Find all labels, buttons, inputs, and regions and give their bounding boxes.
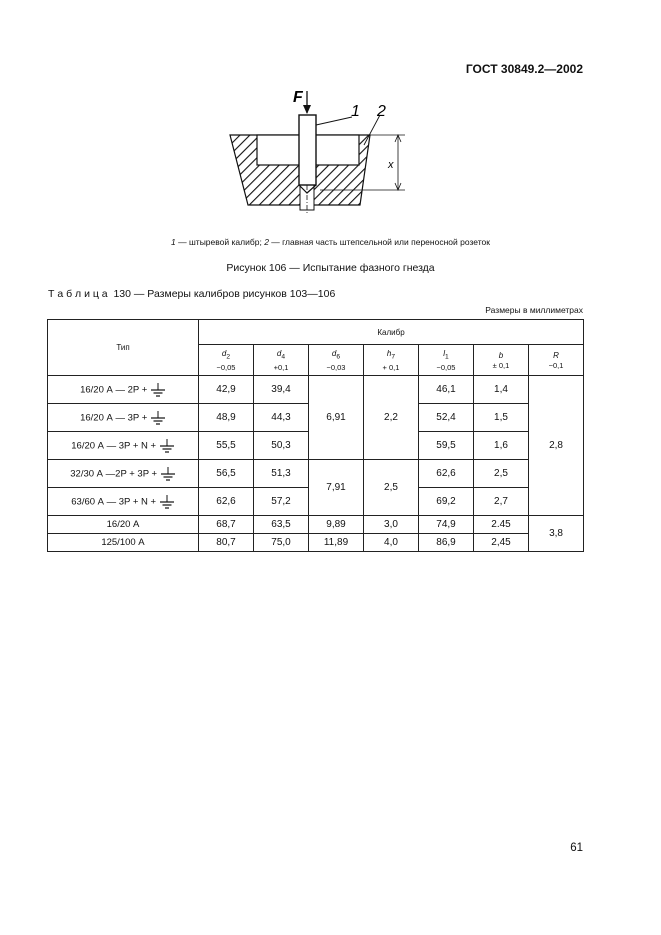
- cell-r-merged: 3,8: [529, 516, 584, 552]
- cell-d4: 50,3: [254, 432, 309, 460]
- cell-d6: 9,89: [309, 516, 364, 534]
- units-note: Размеры в миллиметрах: [485, 305, 583, 315]
- type-cell: 16/20 А — 2P +: [48, 376, 199, 404]
- cell-l1: 62,6: [419, 460, 474, 488]
- cell-b: 1,5: [474, 404, 529, 432]
- ground-icon: [150, 383, 166, 397]
- cell-d2: 62,6: [199, 488, 254, 516]
- cell-l1: 46,1: [419, 376, 474, 404]
- page-number: 61: [570, 842, 583, 854]
- force-label: F: [293, 89, 303, 106]
- cell-d4: 51,3: [254, 460, 309, 488]
- type-cell: 63/60 А — 3P + N +: [48, 488, 199, 516]
- cell-d4: 39,4: [254, 376, 309, 404]
- figure-caption: Рисунок 106 — Испытание фазного гнезда: [226, 262, 435, 274]
- table-row: [48, 534, 584, 552]
- col-header-d4: $d_4$ +0,1: [254, 345, 309, 376]
- table-row: [48, 460, 584, 488]
- cell-d4: 57,2: [254, 488, 309, 516]
- pin-gauge: [299, 115, 316, 185]
- callout-1: 1: [351, 103, 360, 120]
- cell-d6-merged: 7,91: [309, 460, 364, 516]
- table-row: [48, 516, 584, 534]
- col-header-d2: $d_2$ −0,05: [199, 345, 254, 376]
- type-cell: 16/20 А: [48, 516, 199, 534]
- figure-106: [220, 85, 420, 225]
- cell-b: 2,5: [474, 460, 529, 488]
- standard-number: ГОСТ 30849.2—2002: [465, 62, 583, 76]
- cell-d6: 11,89: [309, 534, 364, 552]
- cell-d4: 44,3: [254, 404, 309, 432]
- cell-h7: 3,0: [364, 516, 419, 534]
- ground-icon: [159, 439, 175, 453]
- type-cell: 16/20 А — 3P +: [48, 404, 199, 432]
- cell-l1: 74,9: [419, 516, 474, 534]
- cell-b: 2,7: [474, 488, 529, 516]
- cell-r-merged: 2,8: [529, 376, 584, 516]
- cell-l1: 52,4: [419, 404, 474, 432]
- ground-icon: [150, 411, 166, 425]
- calibre-dimensions-table: [47, 319, 584, 552]
- col-header-l1: $l_1$ −0,05: [419, 345, 474, 376]
- cell-l1: 69,2: [419, 488, 474, 516]
- col-header-h7: $h_7$ + 0,1: [364, 345, 419, 376]
- table-row: [48, 376, 584, 404]
- cell-h7-merged: 2,5: [364, 460, 419, 516]
- cell-d2: 80,7: [199, 534, 254, 552]
- cell-b: 1,4: [474, 376, 529, 404]
- cell-d2: 68,7: [199, 516, 254, 534]
- cell-b: 2.45: [474, 516, 529, 534]
- type-cell: 125/100 А: [48, 534, 199, 552]
- cell-d2: 48,9: [199, 404, 254, 432]
- cell-d4: 63,5: [254, 516, 309, 534]
- col-header-d6: $d_6$ −0,03: [309, 345, 364, 376]
- col-header-b: b ± 0,1: [474, 345, 529, 376]
- cell-b: 2,45: [474, 534, 529, 552]
- cell-l1: 86,9: [419, 534, 474, 552]
- cell-d2: 55,5: [199, 432, 254, 460]
- cell-d4: 75,0: [254, 534, 309, 552]
- col-header-calibre: Калибр: [199, 320, 584, 345]
- col-header-r: R −0,1: [529, 345, 584, 376]
- table-title: Т а б л и ц а 130 — Размеры калибров рисунков 103—106: [48, 288, 336, 300]
- figure-legend: 1 — штыревой калибр; 2 — главная часть штепсельной или переносной розеток: [171, 237, 490, 247]
- type-cell: 16/20 А — 3P + N +: [48, 432, 199, 460]
- col-header-type: Тип: [48, 320, 199, 376]
- type-cell: 32/30 А —2P + 3P +: [48, 460, 199, 488]
- cell-d2: 42,9: [199, 376, 254, 404]
- cell-b: 1,6: [474, 432, 529, 460]
- ground-icon: [159, 495, 175, 509]
- cell-h7-merged: 2,2: [364, 376, 419, 460]
- callout-2: 2: [377, 103, 386, 120]
- dimension-x-label: x: [388, 159, 394, 171]
- cell-h7: 4,0: [364, 534, 419, 552]
- socket-test-drawing: [220, 85, 420, 225]
- cell-l1: 59,5: [419, 432, 474, 460]
- cell-d6-merged: 6,91: [309, 376, 364, 460]
- ground-icon: [160, 467, 176, 481]
- cell-d2: 56,5: [199, 460, 254, 488]
